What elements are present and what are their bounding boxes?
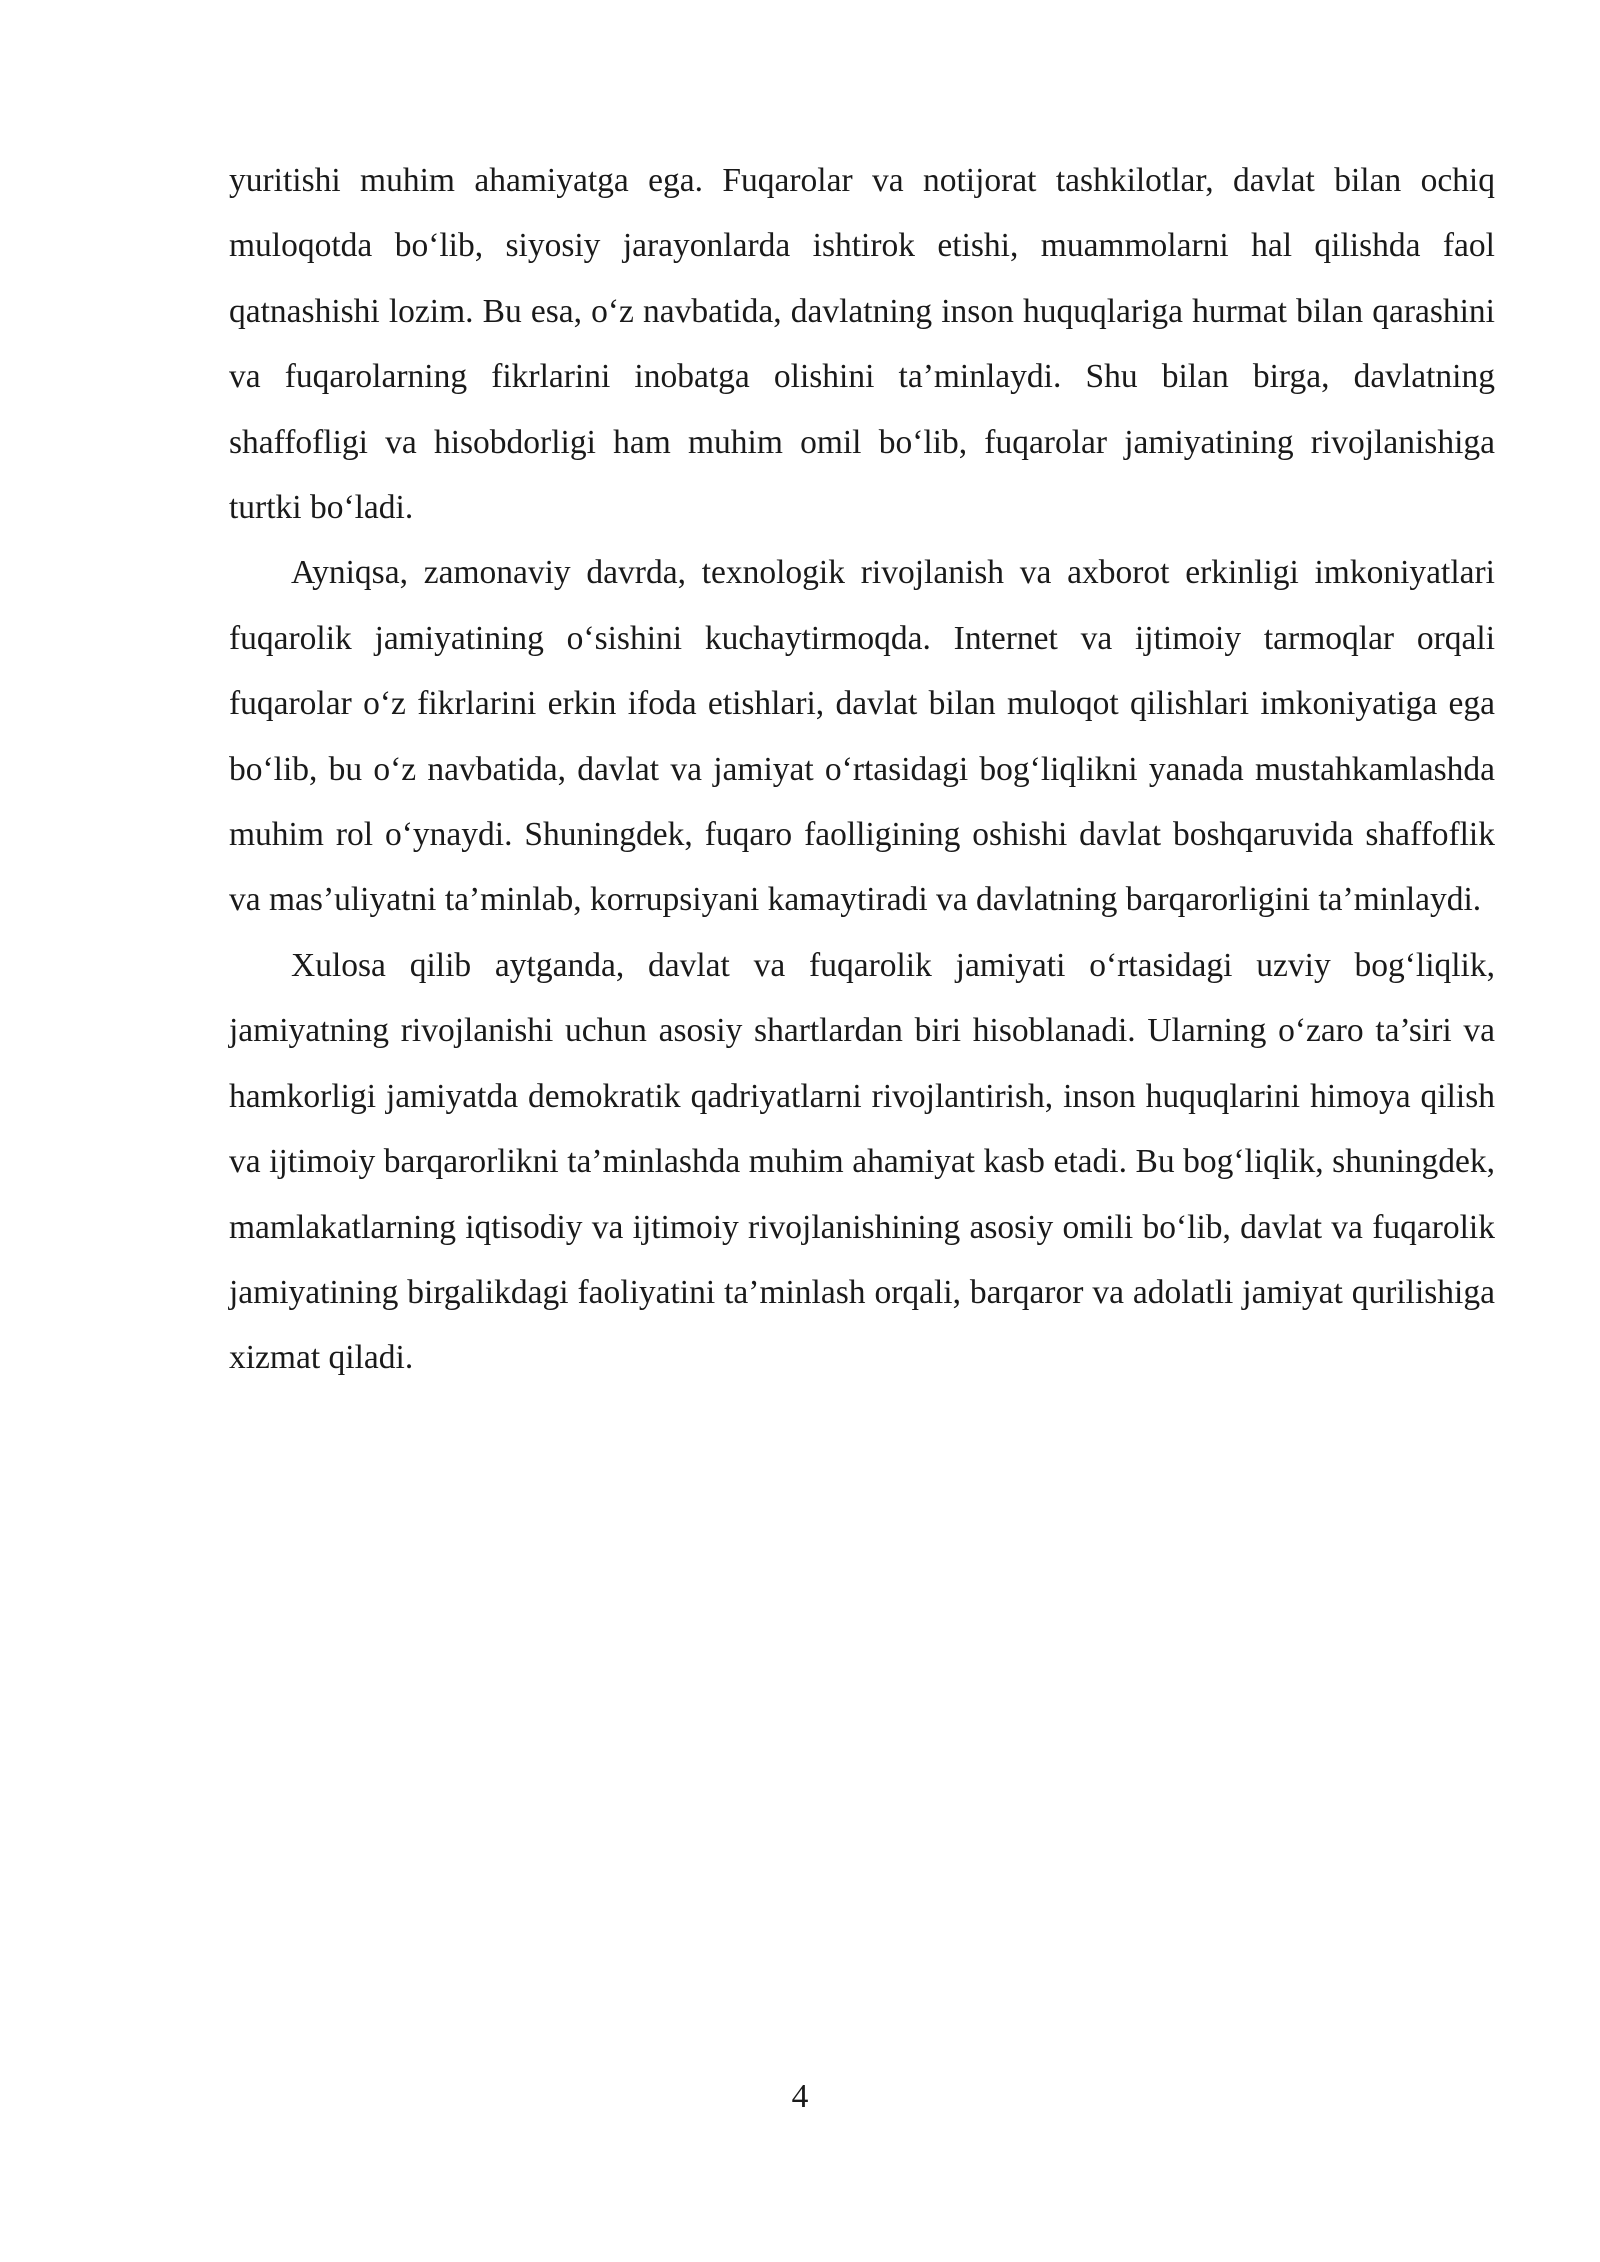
body-text <box>229 148 1495 1391</box>
paragraph-continuation: yuritishi muhim ahamiyatga ega. Fuqarolar va notijorat tashkilotlar, davlat bilan ochiq muloqotda bo‘lib, siyosiy jarayonlarda ishtirok etishi, muammolarni hal qilishda faol qatnashishi lozim. Bu esa, o‘z navbatida, davlatning inson huquqlariga hurmat bilan qarashini va fuqarolarning fikrlarini inobatga olishini ta’minlaydi. Shu bilan birga, davlatning shaffofligi va hisobdorligi ham muhim omil bo‘lib, fuqarolar jamiyatining rivojlanishiga turtki bo‘ladi. <box>229 162 1495 527</box>
paragraph-conclusion: Xulosa qilib aytganda, davlat va fuqarolik jamiyati o‘rtasidagi uzviy bog‘liqlik, jamiyatning rivojlanishi uchun asosiy shartlardan biri hisoblanadi. Ularning o‘zaro ta’siri va hamkorligi jamiyatda demokratik qadriyatlarni rivojlantirish, inson huquqlarini himoya qilish va ijtimoiy barqarorlikni ta’minlashda muhim ahamiyat kasb etadi. Bu bog‘liqlik, shuningdek, mamlakatlarning iqtisodiy va ijtimoiy rivojlanishining asosiy omili bo‘lib, davlat va fuqarolik jamiyatining birgalikdagi faoliyatini ta’minlash orqali, barqaror va adolatli jamiyat qurilishiga xizmat qiladi. <box>229 946 1495 1377</box>
paragraph-technology: Ayniqsa, zamonaviy davrda, texnologik rivojlanish va axborot erkinligi imkoniyatlari fuqarolik jamiyatining o‘sishini kuchaytirmoqda. Internet va ijtimoiy tarmoqlar orqali fuqarolar o‘z fikrlarini erkin ifoda etishlari, davlat bilan muloqot qilishlari imkoniyatiga ega bo‘lib, bu o‘z navbatida, davlat va jamiyat o‘rtasidagi bog‘liqlikni yanada mustahkamlashda muhim rol o‘ynaydi. Shuningdek, fuqaro faolligining oshishi davlat boshqaruvida shaffoflik va mas’uliyatni ta’minlab, korrupsiyani kamaytiradi va davlatning barqarorligini ta’minlaydi. <box>229 554 1495 919</box>
page-number: 4 <box>791 2078 809 2115</box>
